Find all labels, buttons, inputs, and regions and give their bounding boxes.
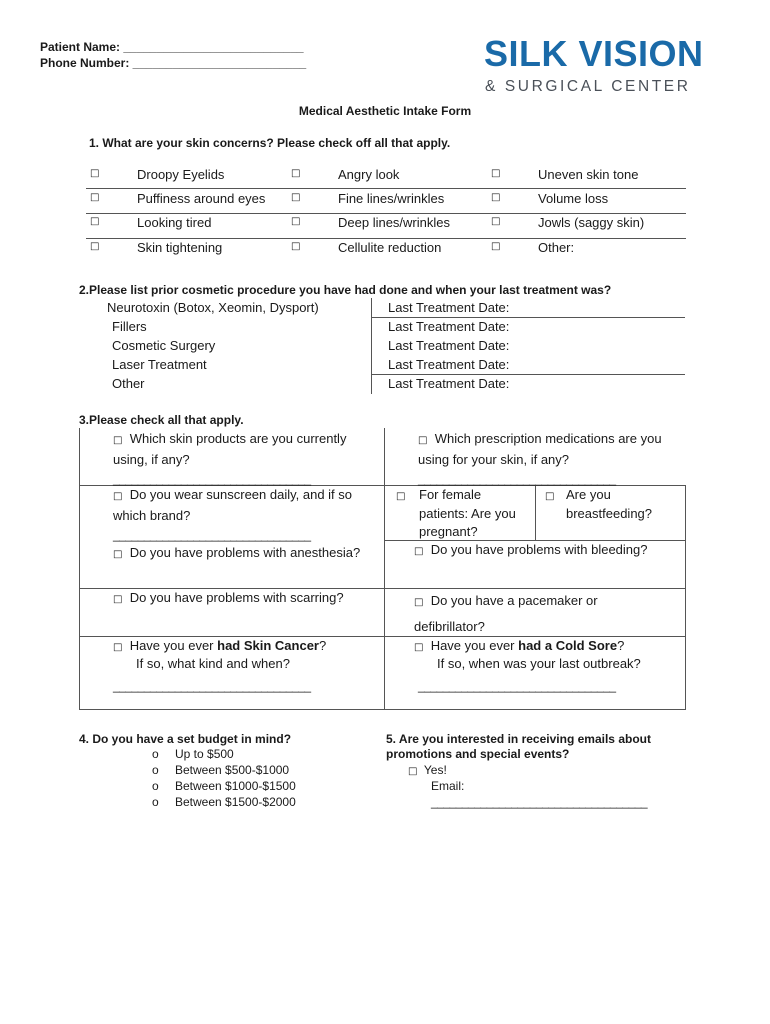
checkbox[interactable]: □ <box>491 216 501 227</box>
procedure-name: Cosmetic Surgery <box>112 338 216 353</box>
sunscreen-question[interactable] <box>113 486 378 525</box>
table-row-line <box>86 213 686 214</box>
skin-concern-option: Deep lines/wrinkles <box>338 215 450 230</box>
email-label: Email: <box>431 779 465 793</box>
budget-option: Between $1000-$1500 <box>175 779 296 793</box>
budget-radio[interactable]: o <box>152 763 159 777</box>
checkbox[interactable]: □ <box>491 168 501 179</box>
last-treatment-date-field[interactable]: Last Treatment Date: <box>388 319 510 334</box>
checkbox[interactable]: □ <box>90 168 100 179</box>
bleeding-question[interactable] <box>414 541 684 562</box>
logo-wordmark <box>484 34 704 74</box>
checkbox[interactable]: □ <box>90 216 100 227</box>
budget-option: Between $1500-$2000 <box>175 795 296 809</box>
section2-title: 2.Please list prior cosmetic procedure you have had done and when your last treatment was? <box>79 283 612 297</box>
checkbox[interactable]: □ <box>414 597 424 608</box>
female-pregnant-text: For female patients: Are you pregnant? <box>419 487 516 539</box>
s3-right-border <box>685 485 686 709</box>
checkbox[interactable]: □ <box>113 594 123 605</box>
budget-radio[interactable]: o <box>152 747 159 761</box>
skin-concern-option: Cellulite reduction <box>338 240 442 255</box>
skin-concern-option: Volume loss <box>538 191 609 206</box>
checkbox[interactable]: □ <box>414 642 424 653</box>
prescription-question[interactable] <box>418 430 682 469</box>
s3-female-divider <box>535 485 536 540</box>
checkbox[interactable]: □ <box>545 491 555 502</box>
email-yes-option[interactable] <box>408 763 447 777</box>
s3-mid-border <box>384 428 385 709</box>
cold-sore-bold: had a Cold Sore <box>518 638 618 653</box>
anesthesia-question[interactable] <box>113 541 378 567</box>
cold-sore-blank[interactable]: ________________________________ <box>418 679 616 693</box>
form-title: Medical Aesthetic Intake Form <box>298 104 472 118</box>
skin-concern-option: Angry look <box>338 167 400 182</box>
checkbox[interactable]: □ <box>491 241 501 252</box>
skin-cancer-bold: had Skin Cancer <box>217 638 319 653</box>
skin-concern-option: Fine lines/wrinkles <box>338 191 445 206</box>
pacemaker-text: Do you have a pacemaker or defibrillator? <box>414 593 598 634</box>
checkbox[interactable]: □ <box>414 546 424 557</box>
phone-number-field[interactable]: Phone Number: __________________________ <box>40 56 307 70</box>
cold-sore-prefix: Have you ever <box>430 638 519 653</box>
table-row-line <box>371 317 685 318</box>
last-treatment-date-field[interactable]: Last Treatment Date: <box>388 300 510 315</box>
checkbox[interactable]: □ <box>291 241 301 252</box>
budget-option: Up to $500 <box>175 747 234 761</box>
skin-concern-option: Uneven skin tone <box>538 167 639 182</box>
skin-cancer-blank[interactable]: ________________________________ <box>113 679 311 693</box>
s3-bottom-border <box>79 709 686 710</box>
section1-title: 1. What are your skin concerns? Please check off all that apply. <box>89 136 451 150</box>
sunscreen-text: Do you wear sunscreen daily, and if so which brand? <box>113 487 353 523</box>
logo-subtitle: & SURGICAL CENTER <box>485 78 691 95</box>
procedures-divider <box>371 298 372 394</box>
checkbox[interactable]: □ <box>396 491 406 502</box>
procedure-name: Neurotoxin (Botox, Xeomin, Dysport) <box>107 300 319 315</box>
checkbox[interactable]: □ <box>113 435 123 446</box>
checkbox[interactable]: □ <box>418 435 428 446</box>
scarring-question[interactable] <box>113 589 378 610</box>
table-row-line <box>86 238 686 239</box>
s3-left-border <box>79 428 80 709</box>
last-treatment-date-field[interactable]: Last Treatment Date: <box>388 338 510 353</box>
checkbox[interactable]: □ <box>291 168 301 179</box>
breastfeeding-checkbox-wrap[interactable] <box>545 486 554 507</box>
patient-name-field[interactable]: Patient Name: ___________________________ <box>40 40 304 54</box>
table-row-line <box>86 188 686 189</box>
section5-title-line2: promotions and special events? <box>386 747 570 761</box>
checkbox[interactable]: □ <box>291 216 301 227</box>
skin-concern-option: Looking tired <box>137 215 212 230</box>
logo-vision-text: VISION <box>578 33 704 74</box>
anesthesia-text: Do you have problems with anesthesia? <box>129 545 361 560</box>
breastfeeding-text: Are you breastfeeding? <box>566 487 653 521</box>
checkbox[interactable]: □ <box>113 549 123 560</box>
email-yes-label: Yes! <box>423 763 447 777</box>
skin-cancer-prefix: Have you ever <box>129 638 218 653</box>
budget-radio[interactable]: o <box>152 779 159 793</box>
logo-silk-text: SILK <box>484 33 579 74</box>
checkbox[interactable]: □ <box>408 766 418 777</box>
budget-radio[interactable]: o <box>152 795 159 809</box>
skin-products-blank[interactable]: ________________________________ <box>113 472 311 486</box>
skin-concern-option: Puffiness around eyes <box>137 191 266 206</box>
section3-title: 3.Please check all that apply. <box>79 413 244 427</box>
cold-sore-suffix: ? <box>617 638 625 653</box>
checkbox[interactable]: □ <box>491 192 501 203</box>
cold-sore-followup: If so, when was your last outbreak? <box>437 656 641 671</box>
skin-products-text: Which skin products are you currently using, if any? <box>113 431 347 467</box>
section5-title-line1: 5. Are you interested in receiving emails about <box>386 732 651 746</box>
prescription-blank[interactable]: ________________________________ <box>418 472 616 486</box>
skin-cancer-followup: If so, what kind and when? <box>136 656 290 671</box>
last-treatment-date-field[interactable]: Last Treatment Date: <box>388 376 510 391</box>
skin-concern-option: Other: <box>538 240 575 255</box>
checkbox[interactable]: □ <box>113 491 123 502</box>
table-row-line <box>371 374 685 375</box>
last-treatment-date-field[interactable]: Last Treatment Date: <box>388 357 510 372</box>
skin-concern-option: Droopy Eyelids <box>137 167 225 182</box>
checkbox[interactable]: □ <box>291 192 301 203</box>
skin-cancer-suffix: ? <box>319 638 327 653</box>
checkbox[interactable]: □ <box>90 241 100 252</box>
skin-concern-option: Jowls (saggy skin) <box>538 215 645 230</box>
skin-products-question[interactable] <box>113 430 378 469</box>
sunscreen-blank[interactable]: ________________________________ <box>113 528 311 542</box>
bleeding-text: Do you have problems with bleeding? <box>430 542 648 557</box>
procedure-name: Other <box>112 376 145 391</box>
checkbox[interactable]: □ <box>113 642 123 653</box>
skin-concern-option: Skin tightening <box>137 240 223 255</box>
procedure-name: Laser Treatment <box>112 357 207 372</box>
procedure-name: Fillers <box>112 319 147 334</box>
female-checkbox-wrap[interactable] <box>396 486 405 507</box>
section4-title: 4. Do you have a set budget in mind? <box>79 732 292 746</box>
pacemaker-question[interactable] <box>414 589 644 639</box>
prescription-text: Which prescription medications are you using for your skin, if any? <box>418 431 662 467</box>
email-blank[interactable]: ___________________________________ <box>431 795 648 809</box>
scarring-text: Do you have problems with scarring? <box>129 590 344 605</box>
checkbox[interactable]: □ <box>90 192 100 203</box>
budget-option: Between $500-$1000 <box>175 763 290 777</box>
